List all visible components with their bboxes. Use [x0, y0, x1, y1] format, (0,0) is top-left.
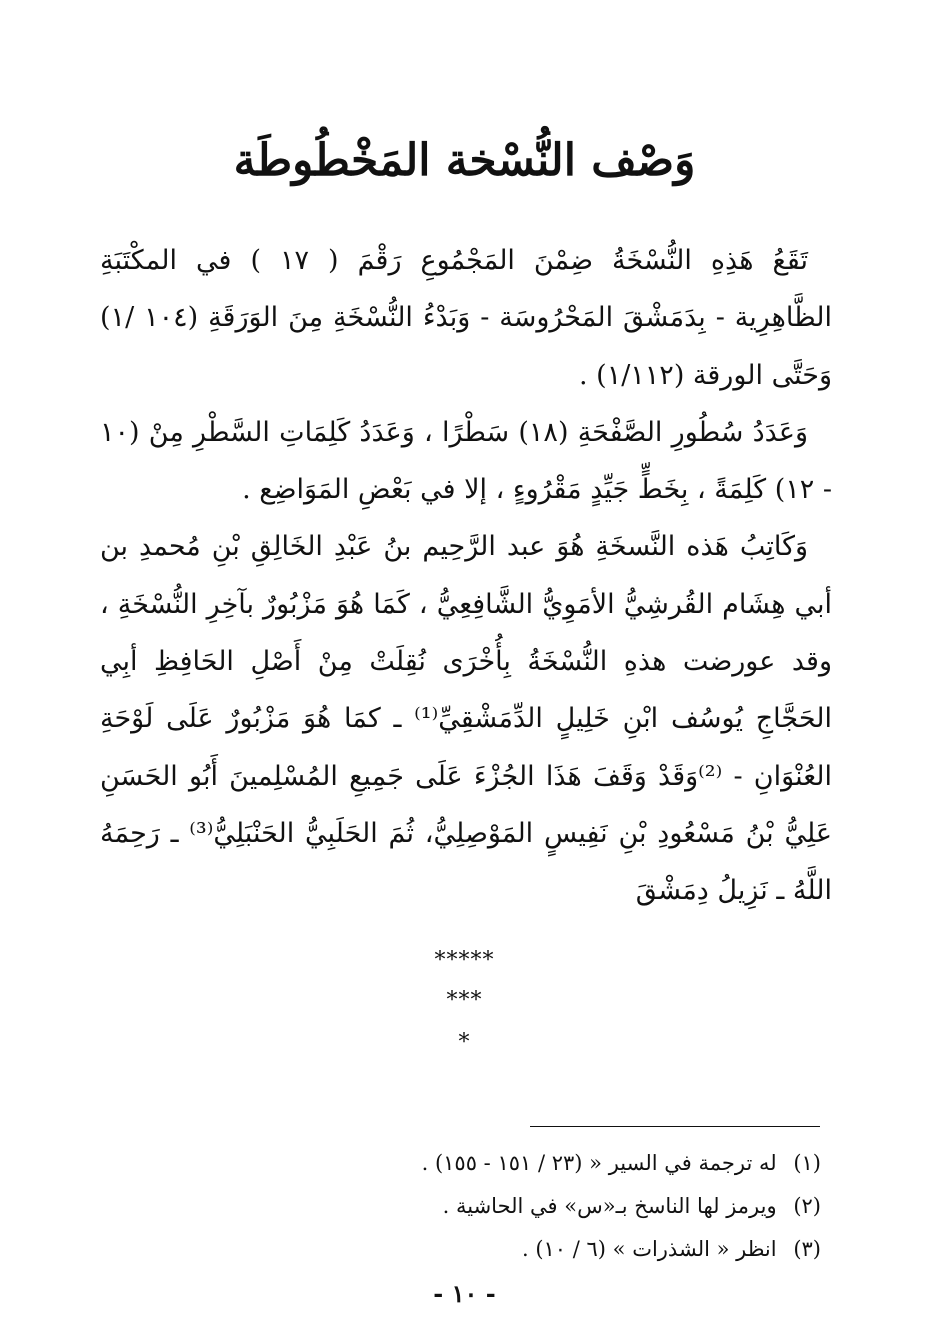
page-number: - ١٠ - — [433, 1279, 496, 1308]
body-text — [100, 232, 832, 920]
page-title: وَصْف النُّسْخة المَخْطُوطَة — [233, 135, 696, 187]
footnote-1 — [121, 1142, 821, 1185]
footnote-2 — [121, 1185, 821, 1228]
footnote-3-number: (٣) — [793, 1237, 821, 1261]
paragraph-scribe: وَكَاتِبُ هَذه النَّسخَةِ هُوَ عبد الرَّحِيم بنُ عَبْدِ الخَالِقِ بْنِ مُحمدِ بن أبي هِشَام القُرشِيُّ الأمَوِيُّ الشَّافِعِيُّ ، كَمَا هُوَ مَزْبُورٌ بآخِرِ النُّسْخَةِ ، وقد عورضت هذهِ النُّسْخَةُ بِأُخْرَى نُقِلَتْ مِنْ أَصْلِ الحَافِظِ أبِي الحَجَّاجِ يُوسُف ابْنِ خَلِيلٍ الدِّمَشْقِيِّ⁽¹⁾ ـ كمَا هُوَ مَزْبُورٌ عَلَى لَوْحَةِ العُنْوَانِ - ⁽²⁾وَقَدْ وَقَفَ هَذَا الجُزْءَ عَلَى جَمِيعِ المُسْلِمينَ أَبُو الحَسَنِ عَلِيُّ بْنُ مَسْعُودِ بْنِ نَفِيسٍ المَوْصِلِيُّ، ثُمَ الحَلَبِيُّ الحَنْبَلِيُّ⁽³⁾ ـ رَحِمَهُ اللَّهُ ـ نَزِيلُ دِمَشْقَ — [100, 531, 832, 907]
footnote-1-text: له ترجمة في السير « (٢٣ / ١٥١ - ١٥٥) . — [421, 1151, 777, 1175]
footnote-divider — [530, 1126, 820, 1127]
footnote-3-text: انظر « الشذرات » (٦ / ١٠) . — [521, 1237, 777, 1261]
footnotes — [121, 1142, 821, 1271]
footnote-2-number: (٢) — [793, 1194, 821, 1218]
footnote-2-text: ويرمز لها الناسخ بـ«س» في الحاشية . — [442, 1194, 777, 1218]
paragraph-location: تَقَعُ هَذِهِ النُّسْخَةُ ضِمْنَ المَجْمُوعِ رَقْمَ ( ١٧ ) في المكْتَبَةِ الظَّاهِرِية - بِدَمَشْقَ المَحْرُوسَة - وَبَدْءُ النُّسْخَةِ مِنَ الوَرَقَةِ (١٠٤ /١) وَحَتَّى الورقة (١/١١٢) . — [100, 245, 832, 391]
paragraph-lines-count: وَعَدَدُ سُطُورِ الصَّفْحَةِ (١٨) سَطْرًا ، وَعَدَدُ كَلِمَاتِ السَّطْرِ مِنْ (١٠ - ١٢) كَلِمَةً ، بِخَطٍّ جَيِّدٍ مَقْرُوءٍ ، إلا في بَعْضِ المَوَاضِع . — [100, 416, 832, 506]
separator-stars-5: ***** — [434, 948, 495, 973]
separator-stars-3: *** — [446, 988, 483, 1013]
separator-stars-1: * — [458, 1030, 471, 1055]
footnote-3 — [121, 1228, 821, 1271]
footnote-1-number: (١) — [793, 1151, 821, 1175]
